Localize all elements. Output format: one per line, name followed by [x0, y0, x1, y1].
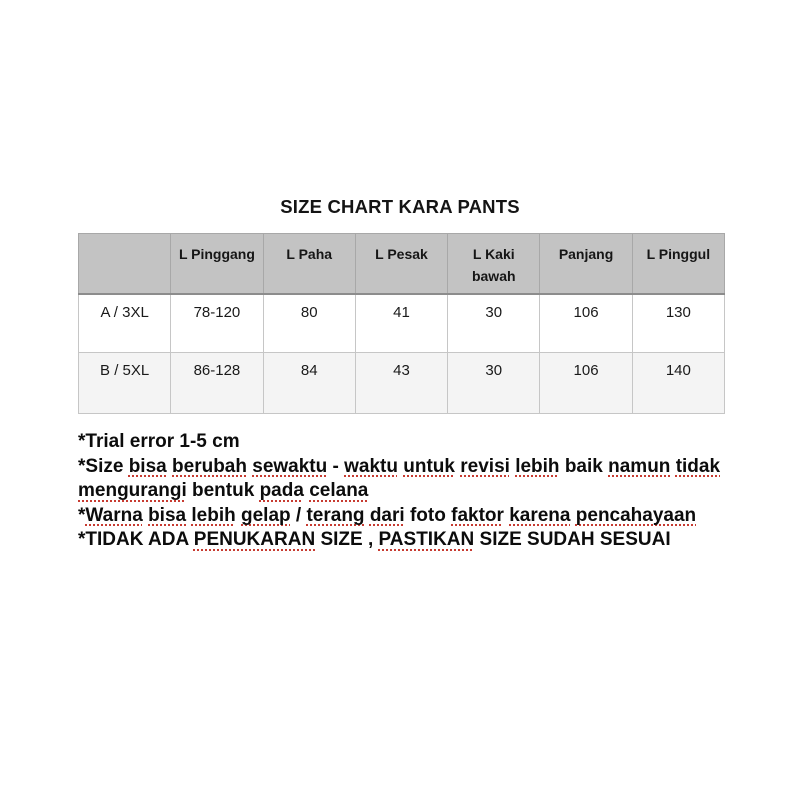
- spellcheck-underlined-word: karena: [509, 504, 571, 526]
- spellcheck-underlined-word: celana: [309, 480, 369, 501]
- measurement-cell: 41: [355, 294, 447, 353]
- note-text: bentuk: [186, 480, 260, 501]
- note-line: [78, 479, 748, 504]
- table-header: [79, 234, 725, 294]
- note-text: SIZE SUDAH SESUAI: [474, 529, 671, 550]
- header-cell-measure: L Kaki bawah: [448, 234, 540, 294]
- spellcheck-underlined-word: revisi: [460, 455, 510, 477]
- spellcheck-underlined-word: PASTIKAN: [378, 529, 475, 550]
- measurement-cell: 106: [540, 353, 632, 414]
- measurement-cell: 78-120: [171, 294, 263, 353]
- note-line: [78, 528, 748, 553]
- spellcheck-underlined-word: pada: [259, 480, 304, 501]
- measurement-cell: 80: [263, 294, 355, 353]
- spellcheck-underlined-word: dari: [369, 504, 405, 526]
- note-text: *TIDAK ADA: [78, 529, 194, 550]
- measurement-cell: 30: [448, 353, 540, 414]
- spellcheck-underlined-word: faktor: [451, 504, 504, 526]
- size-chart-table: [78, 233, 725, 414]
- measurement-cell: 130: [632, 294, 724, 353]
- note-line: [78, 430, 748, 455]
- table-row: [79, 353, 725, 414]
- header-cell-size: [79, 234, 171, 294]
- spellcheck-underlined-word: pencahayaan: [575, 504, 697, 526]
- table-body: [79, 294, 725, 414]
- note-text: foto: [404, 504, 452, 526]
- header-cell-measure: L Pesak: [355, 234, 447, 294]
- note-line: [78, 455, 748, 480]
- measurement-cell: 43: [355, 353, 447, 414]
- spellcheck-underlined-word: lebih: [515, 455, 560, 477]
- table-row: [79, 294, 725, 353]
- measurement-cell: 140: [632, 353, 724, 414]
- note-text: SIZE ,: [315, 529, 379, 550]
- page-title: SIZE CHART KARA PANTS: [280, 196, 520, 217]
- note-text: *Size: [78, 455, 129, 477]
- measurement-cell: 30: [448, 294, 540, 353]
- spellcheck-underlined-word: mengurangi: [78, 480, 187, 501]
- spellcheck-underlined-word: untuk: [403, 455, 455, 477]
- spellcheck-underlined-word: bisa: [148, 504, 187, 526]
- spellcheck-underlined-word: waktu: [344, 455, 398, 477]
- spellcheck-underlined-word: lebih: [191, 504, 236, 526]
- note-text: *Trial error 1-5 cm: [78, 431, 240, 452]
- note-text: /: [290, 504, 307, 526]
- header-cell-measure: L Paha: [263, 234, 355, 294]
- header-cell-measure: Panjang: [540, 234, 632, 294]
- spellcheck-underlined-word: tidak: [675, 455, 721, 477]
- note-line: [78, 504, 748, 529]
- spellcheck-underlined-word: namun: [608, 455, 671, 477]
- header-cell-measure: L Pinggang: [171, 234, 263, 294]
- spellcheck-underlined-word: sewaktu: [252, 455, 328, 477]
- measurement-cell: 86-128: [171, 353, 263, 414]
- note-text: *: [78, 504, 86, 526]
- spellcheck-underlined-word: Warna: [85, 504, 143, 526]
- measurement-cell: 84: [263, 353, 355, 414]
- spellcheck-underlined-word: terang: [306, 504, 365, 526]
- note-text: baik: [559, 455, 609, 477]
- size-label-cell: A / 3XL: [79, 294, 171, 353]
- note-text: -: [327, 455, 345, 477]
- spellcheck-underlined-word: berubah: [172, 455, 247, 477]
- header-cell-measure: L Pinggul: [632, 234, 724, 294]
- disclaimer-notes: [78, 430, 748, 553]
- size-label-cell: B / 5XL: [79, 353, 171, 414]
- measurement-cell: 106: [540, 294, 632, 353]
- spellcheck-underlined-word: PENUKARAN: [193, 529, 316, 550]
- table-header-row: [79, 234, 725, 294]
- spellcheck-underlined-word: bisa: [128, 455, 167, 477]
- spellcheck-underlined-word: gelap: [241, 504, 291, 526]
